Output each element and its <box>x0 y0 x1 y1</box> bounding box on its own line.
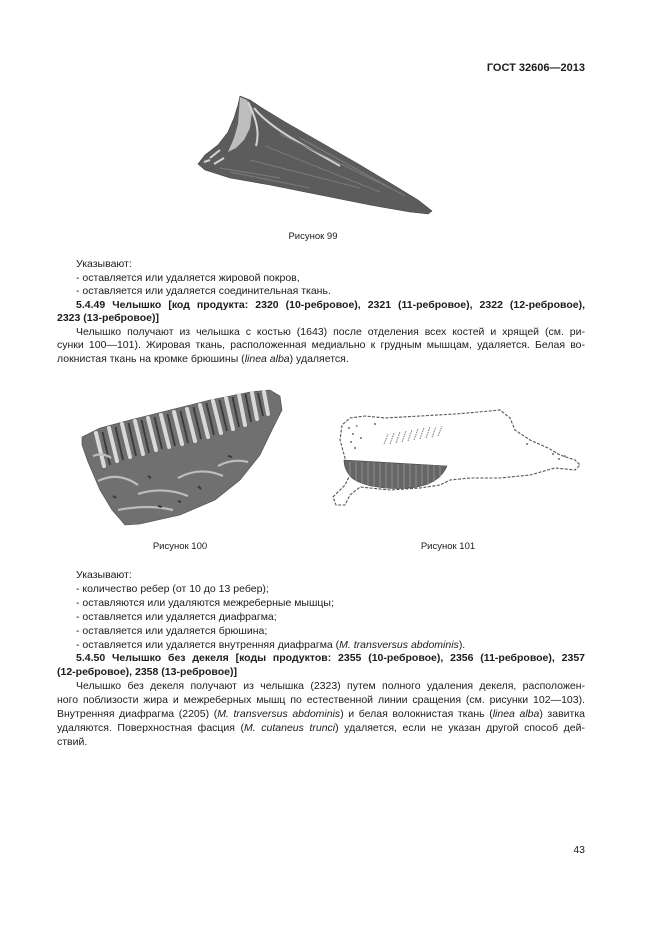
text-segment: ) удаляется. <box>289 352 349 365</box>
figure-100-caption: Рисунок 100 <box>152 541 208 552</box>
list-lead: Указывают: <box>76 569 132 581</box>
page-number: 43 <box>573 844 585 856</box>
text-block-lower <box>57 569 585 750</box>
list-item: - оставляется или удаляется брюшина; <box>76 624 268 637</box>
clause-heading: 2323 (13-ребровое)] <box>57 312 159 324</box>
list-item: - оставляется или удаляется диафрагма; <box>76 610 277 623</box>
text-block-upper <box>57 258 585 366</box>
figure-99-image <box>190 88 440 220</box>
text-segment: локнистая ткань на кромке брюшины ( <box>57 352 245 365</box>
text-segment: удаляются. Поверхностная фасция ( <box>57 721 245 734</box>
latin-term: linea alba <box>244 352 290 365</box>
carcass-outline <box>333 410 580 505</box>
figure-101-caption: Рисунок 101 <box>420 541 476 552</box>
latin-term: M. transversus abdominis <box>217 708 341 721</box>
paragraph-line: ствий. <box>57 735 88 748</box>
latin-term: M. transversus abdominis <box>339 638 459 651</box>
text-segment: ) завитка <box>539 708 586 721</box>
paragraph-line <box>57 353 585 367</box>
paragraph-line <box>57 722 585 736</box>
latin-term: M. cutaneus trunci <box>244 721 336 734</box>
paragraph-line: Челышко без декеля получают из челышка (2323) путем полного удаления декеля, расположен- <box>76 680 585 693</box>
paragraph-line: ного поблизости жира и межреберных мышц по естественной линии сращения (см. рисунки 102—103). <box>57 694 585 707</box>
paragraph-line: Челышко получают из челышка с костью (1643) после отделения всех костей и хрящей (см. ри- <box>76 325 585 338</box>
text-segment: ) и белая волокнистая ткань ( <box>340 708 493 721</box>
figure-101-image <box>326 404 588 510</box>
text-segment: Внутренняя диафрагма (2205) ( <box>57 708 218 721</box>
list-item: - оставляется или удаляется соединительная ткань. <box>76 285 331 297</box>
clause-heading: 5.4.50 Челышко без декеля [коды продуктов: 2355 (10-ребровое), 2356 (11-ребровое), 2357 <box>76 652 585 665</box>
brisket-slab-shape <box>82 390 282 525</box>
text-segment: - оставляется или удаляется внутренняя диафрагма ( <box>76 638 340 651</box>
paragraph-line: сунки 100—101). Жировая ткань, расположенная медиально к грудным мышцам, удаляется. Белая во- <box>57 339 585 351</box>
text-segment: ). <box>458 638 466 651</box>
text-segment: ) удаляется, если не указан другой способ дей- <box>335 721 586 734</box>
clause-heading: (12-ребровое), 2358 (13-ребровое)] <box>57 666 237 679</box>
list-item <box>57 639 585 653</box>
latin-term: linea alba <box>492 708 540 721</box>
list-item: - оставляется или удаляется жировой покров, <box>76 271 300 284</box>
clause-heading: 5.4.49 Челышко [код продукта: 2320 (10-ребровое), 2321 (11-ребровое), 2322 (12-ребровое), <box>76 298 585 311</box>
paragraph-line <box>57 708 585 722</box>
figure-100-image <box>78 386 288 531</box>
list-item: - оставляются или удаляются межреберные мышцы; <box>76 596 334 609</box>
list-lead: Указывают: <box>76 258 132 270</box>
figure-99-caption: Рисунок 99 <box>288 231 338 242</box>
brisket-cut-shape <box>198 96 432 214</box>
standard-number: ГОСТ 32606—2013 <box>486 62 585 74</box>
list-item: - количество ребер (от 10 до 13 ребер); <box>76 582 269 595</box>
